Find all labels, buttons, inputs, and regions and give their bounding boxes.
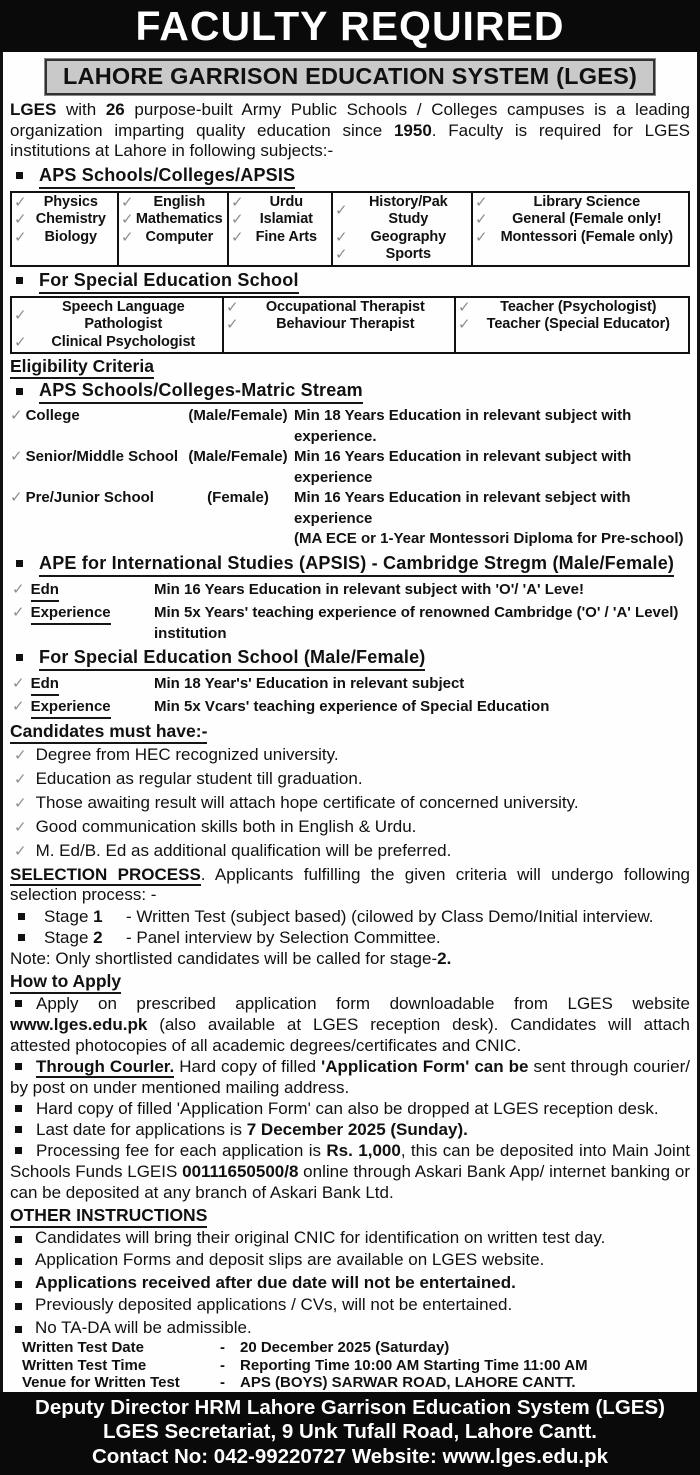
subject-label: Montessori (Female only) [488,229,686,247]
instruction-text: Applications received after due date will not be entertained. [35,1272,516,1295]
instruction-item [10,1317,690,1340]
matric-row-prejunior [10,488,690,529]
instruction-text: Candidates will bring their original CNIC for identification on written test day. [35,1227,605,1250]
square-bullet-icon [15,1303,22,1310]
matric-stream-heading [10,380,690,404]
checkmark-icon: ✓ [14,229,27,247]
subject-label: Occupational Therapist [239,299,452,317]
apply-bullet-lastdate: Last date for applications is 7 December 2025 (Sunday). [10,1119,690,1140]
stage-desc: - Written Test (subject based) (cilowed by Class Demo/Initial interview. [126,906,690,927]
subject-item [335,194,469,229]
intro-seg: 26 [106,100,125,119]
subject-item [475,229,686,247]
instruction-text: Previously deposited applications / CVs, will not be entertained. [35,1294,512,1317]
org-banner-wrap [10,59,690,95]
instruction-item [10,1272,690,1295]
checkmark-icon: ✓ [14,816,27,839]
gender-label: (Female) [182,488,294,529]
subject-item [14,299,220,334]
criteria-label: Edn [31,673,59,696]
instruction-item [10,1294,690,1317]
requirement-text: Min 16 Years Education in relevant sebject with experience [294,488,690,529]
subject-label: Teacher (Psychologist) [471,299,686,317]
square-bullet-icon [15,1258,22,1265]
subject-item [458,299,686,317]
apply-bullet-online: Apply on prescribed application form downloadable from LGES website www.lges.edu.pk (also available at LGES reception desk). Candidates will attach attested photocopies of all academic degrees/certificates and CNIC. [10,993,690,1056]
requirement-text: Those awaiting result will attach hope certificate of concerned university. [36,791,579,814]
checkmark-icon: ✓ [121,211,134,229]
square-bullet-icon [16,654,23,661]
matric-row-note [10,529,690,550]
square-bullet-icon [15,1236,22,1243]
checkmark-icon: ✓ [231,211,244,229]
subject-item [231,229,329,247]
checkmark-icon: ✓ [335,229,348,247]
ape-row-edn [10,579,690,602]
subject-label: Teacher (Special Educator) [471,316,686,334]
sped-col-2 [223,297,455,354]
ad-title-band [0,0,700,52]
written-test-time-row [10,1357,690,1375]
subject-label: English [134,194,225,212]
checkmark-icon: ✓ [12,696,25,717]
checkmark-icon: ✓ [12,673,25,694]
checkmark-icon: ✓ [475,194,488,212]
subject-label: General (Female only! [488,211,686,229]
org-banner: LAHORE GARRISON EDUCATION SYSTEM (LGES) [45,59,655,95]
requirement-text: Min 16 Years Education in relevant subject with 'O'/ 'A' Leve! [154,579,690,602]
subjects-col-urdu [228,192,332,266]
square-bullet-icon [15,1105,22,1112]
checkmark-icon: ✓ [10,447,23,468]
subject-item [335,246,469,264]
checkmark-icon: ✓ [14,211,27,229]
test-info-value: 20 December 2025 (Saturday) [240,1339,690,1357]
candidate-requirement [10,743,690,767]
intro-seg: 1950 [394,121,432,140]
written-test-venue-row [10,1374,690,1392]
checkmark-icon: ✓ [12,602,25,623]
subject-item [14,211,115,229]
intro-paragraph [10,100,690,162]
matric-row-college [10,406,690,447]
requirement-text: Education as regular student till graduation. [36,767,363,790]
last-date-text: 7 December 2025 (Sunday). [247,1120,468,1139]
checkmark-icon: ✓ [14,768,27,791]
level-label: Pre/Junior School [26,488,154,509]
ad-title: FACULTY REQUIRED [135,3,564,50]
subject-label: Mathematics [134,211,225,229]
apply-bullet-courier: Through Courler. Hard copy of filled 'Application Form' can be sent through courier/ by post on under mentioned mailing address. [10,1056,690,1098]
requirement-text: Good communication skills both in English & Urdu. [36,815,417,838]
stage-label: Stage [44,907,88,926]
stage-2-row [10,927,690,948]
subject-label: Chemistry [27,211,115,229]
subjects-col-library [472,192,689,266]
level-label: Senior/Middle School [26,447,179,468]
stage-1-row [10,906,690,927]
checkmark-icon: ✓ [12,579,25,600]
subject-label: Islamiat [244,211,329,229]
square-bullet-icon [15,1147,22,1154]
level-label: College [26,406,80,427]
dash: - [220,1374,240,1392]
checkmark-icon: ✓ [226,316,239,334]
ad-body [0,52,700,1392]
square-bullet-icon [16,560,23,567]
checkmark-icon: ✓ [475,211,488,229]
square-bullet-icon [15,1063,22,1070]
section-title: For Special Education School (Male/Female) [39,647,425,671]
fee-amount-text: Rs. 1,000 [326,1141,400,1160]
subject-label: Biology [27,229,115,247]
subject-item [458,316,686,334]
subject-item [231,194,329,212]
square-bullet-icon [15,1281,22,1288]
subject-label: Geography [348,229,469,247]
checkmark-icon: ✓ [335,202,348,220]
sped-col-3 [455,297,689,354]
instruction-item [10,1227,690,1250]
subject-item [475,194,686,212]
square-bullet-icon [16,277,23,284]
account-number-text: 00111650500/8 [182,1162,298,1181]
checkmark-icon: ✓ [231,229,244,247]
written-test-date-row [10,1339,690,1357]
sped-subjects-table [10,296,690,355]
checkmark-icon: ✓ [14,307,27,325]
checkmark-icon: ✓ [14,792,27,815]
subject-item [121,211,225,229]
intro-seg: purpose-built Army Public Schools / Colleges campuses is a leading organization imparting quality education since [10,100,690,140]
candidates-heading: Candidates must have:- [10,721,690,742]
subject-item [226,299,452,317]
eligibility-criteria-heading: Eligibility Criteria [10,356,690,377]
square-bullet-icon [15,1126,22,1133]
instruction-item [10,1249,690,1272]
matric-row-senior [10,447,690,488]
section-title: APS Schools/Colleges-Matric Stream [39,380,363,404]
intro-seg: LGES [10,100,56,119]
footer-line-1: Deputy Director HRM Lahore Garrison Education System (LGES) [0,1396,700,1421]
ape-row-experience [10,602,690,644]
selection-process-text: . Applicants fulfilling the given criteria will undergo following selection process: - [10,865,690,905]
subject-item [475,211,686,229]
other-instructions-heading: OTHER INSTRUCTIONS [10,1205,690,1226]
subject-label: Computer [134,229,225,247]
square-bullet-icon [18,913,25,920]
checkmark-icon: ✓ [458,299,471,317]
checkmark-icon: ✓ [231,194,244,212]
subject-item [14,334,220,352]
gender-label: (Male/Female) [182,447,294,488]
subject-label: Speech Language Pathologist [27,299,220,334]
selection-note: Note: Only shortlisted candidates will be called for stage-2. [10,948,690,969]
requirement-text: Min 18 Year's' Education in relevant subject [154,673,690,696]
requirement-text: M. Ed/B. Ed as additional qualification will be preferred. [36,839,452,862]
instruction-text: Application Forms and deposit slips are available on LGES website. [35,1249,544,1272]
table-row [11,192,689,266]
ape-heading [10,553,690,577]
square-bullet-icon [15,1326,22,1333]
website-text: www.lges.edu.pk [10,1015,147,1034]
test-info-value: Reporting Time 10:00 AM Starting Time 11:00 AM [240,1357,690,1375]
candidate-requirement [10,791,690,815]
requirement-text: Degree from HEC recognized university. [36,743,339,766]
footer-line-2: LGES Secretariat, 9 Unk Tufall Road, Lahore Cantt. [0,1420,700,1445]
requirement-note: (MA ECE or 1-Year Montessori Diploma for Pre-school) [294,529,690,550]
checkmark-icon: ✓ [14,194,27,212]
subject-item [121,229,225,247]
apply-bullet-fee: Processing fee for each application is Rs. 1,000, this can be deposited into Main Joint Schools Funds LGEIS 00111650500/8 online through Askari Bank App/ internet banking or can be deposited at any branch of Askari Bank Ltd. [10,1140,690,1203]
checkmark-icon: ✓ [475,229,488,247]
sped-col-1 [11,297,223,354]
checkmark-icon: ✓ [335,246,348,264]
subjects-col-langmath [118,192,228,266]
square-bullet-icon [16,172,23,179]
stage-label: Stage [44,928,88,947]
subjects-col-humanities [332,192,472,266]
checkmark-icon: ✓ [14,744,27,767]
section-title: APS Schools/Colleges/APSIS [39,165,295,189]
square-bullet-icon [18,934,25,941]
section-title: APE for International Studies (APSIS) - Cambridge Stregm (Male/Female) [39,553,674,577]
subject-item [335,229,469,247]
checkmark-icon: ✓ [121,229,134,247]
subject-item [14,194,115,212]
subject-label: Clinical Psychologist [27,334,220,352]
checkmark-icon: ✓ [14,840,27,863]
stage-number: 2 [93,928,102,947]
candidate-requirement [10,839,690,863]
subject-label: Behaviour Therapist [239,316,452,334]
criteria-label: Experience [31,602,111,625]
aps-subjects-table [10,191,690,267]
section-title: For Special Education School [39,270,299,294]
requirement-text: Min 16 Years Education in relevant subject with experience [294,447,690,488]
test-info-value: APS (BOYS) SARWAR ROAD, LAHORE CANTT. [240,1374,690,1392]
checkmark-icon: ✓ [14,334,27,352]
square-bullet-icon [16,388,23,395]
section-sped-heading [10,270,690,294]
dash: - [220,1339,240,1357]
contact-footer [0,1392,700,1475]
requirement-text: Min 5x Vcars' teaching experience of Special Education [154,696,690,719]
subjects-col-science [11,192,118,266]
apply-bullet-dropoff: Hard copy of filled 'Application Form' can also be dropped at LGES reception desk. [10,1098,690,1119]
subject-label: History/Pak Study [348,194,469,229]
subject-label: Physics [27,194,115,212]
subject-label: Urdu [244,194,329,212]
checkmark-icon: ✓ [458,316,471,334]
test-info-label: Venue for Written Test [22,1374,220,1392]
gender-label: (Male/Female) [182,406,294,447]
table-row [11,297,689,354]
intro-seg: with [56,100,106,119]
section-aps-heading [10,165,690,189]
subject-item [14,229,115,247]
subject-item [231,211,329,229]
subject-label: Sports [348,246,469,264]
subject-label: Library Science [488,194,686,212]
candidate-requirement [10,767,690,791]
instruction-text: No TA-DA will be admissible. [35,1317,252,1340]
sped-eligibility-heading [10,647,690,671]
sped-row-edn [10,673,690,696]
subject-item [226,316,452,334]
checkmark-icon: ✓ [10,488,23,509]
test-info-label: Written Test Time [22,1357,220,1375]
stage-desc: - Panel interview by Selection Committee. [126,927,690,948]
criteria-label: Experience [31,696,111,719]
checkmark-icon: ✓ [10,406,23,427]
test-info-label: Written Test Date [22,1339,220,1357]
requirement-text: Min 18 Years Education in relevant subject with experience. [294,406,690,447]
subject-label: Fine Arts [244,229,329,247]
how-to-apply-heading: How to Apply [10,971,690,992]
criteria-label: Edn [31,579,59,602]
square-bullet-icon [15,1000,22,1007]
candidate-requirement [10,815,690,839]
intro-seg: . Faculty is required for LGES institutions at Lahore in following subjects:- [10,121,690,161]
requirement-text: Min 5x Years' teaching experience of renowned Cambridge ('O' / 'A' Level) institution [154,602,690,644]
selection-process-paragraph [10,865,690,906]
checkmark-icon: ✓ [226,299,239,317]
dash: - [220,1357,240,1375]
subject-item [121,194,225,212]
checkmark-icon: ✓ [121,194,134,212]
selection-process-title: SELECTION PROCESS [10,865,201,886]
footer-line-3: Contact No: 042-99220727 Website: www.lges.edu.pk [0,1445,700,1470]
sped-row-experience [10,696,690,719]
stage-number: 1 [93,907,102,926]
